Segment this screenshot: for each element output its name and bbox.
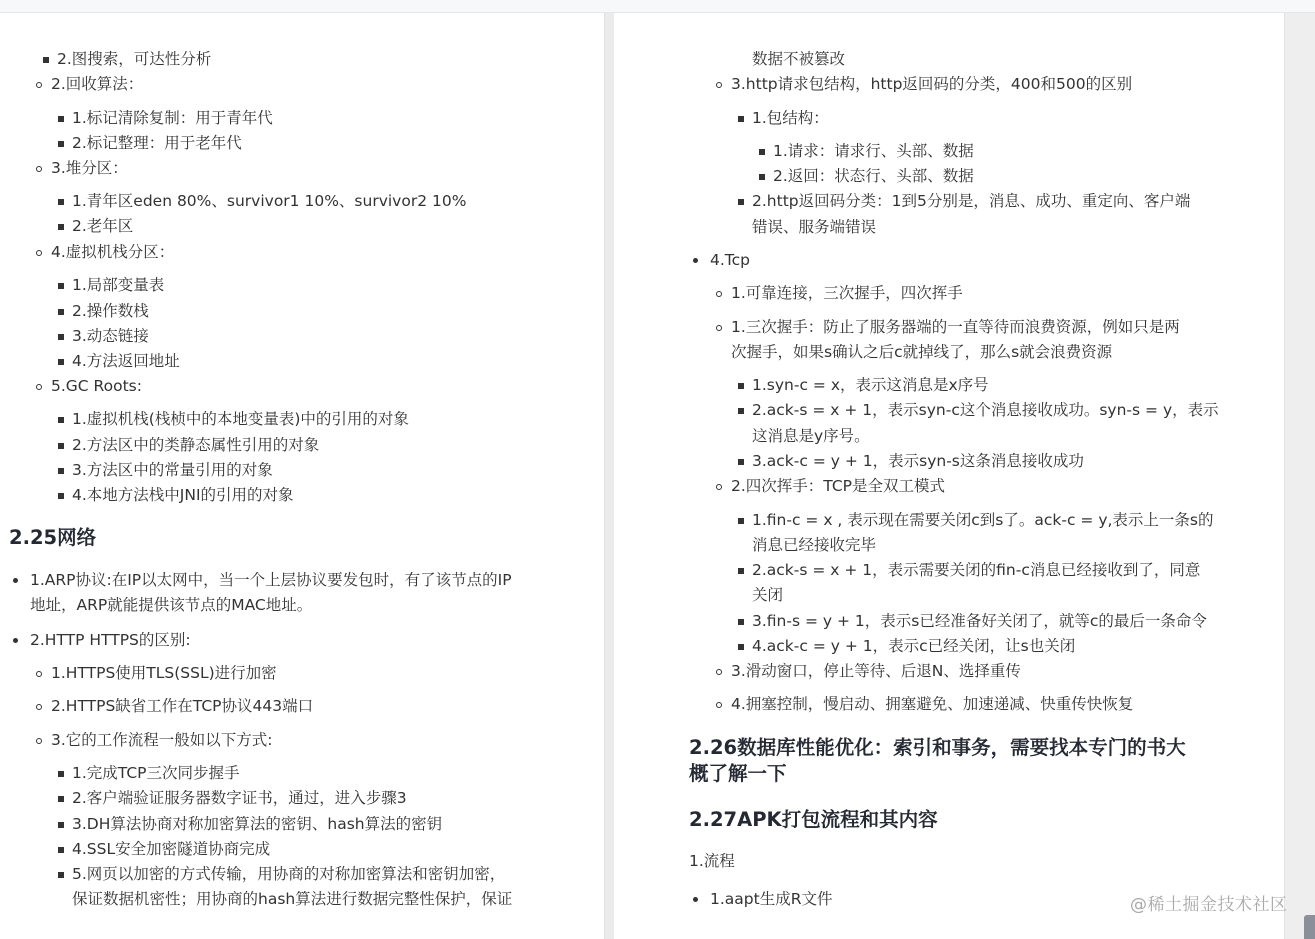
circle-bullet-icon [36,738,42,744]
list-item: 3.动态链接 [72,324,149,349]
list-item: 2.http返回码分类：1到5分别是，消息、成功、重定向、客户端 [752,189,1190,214]
list-item: 3.http请求包结构，http返回码的分类，400和500的区别 [731,72,1132,97]
list-item: 2.返回：状态行、头部、数据 [773,164,974,189]
list-item: 1.青年区eden 80%、survivor1 10%、survivor2 10% [72,189,466,214]
square-bullet-icon [58,334,64,340]
circle-bullet-icon [716,82,722,88]
list-item: 4.虚拟机栈分区： [51,240,174,265]
circle-bullet-icon [716,702,722,708]
list-item: 1.局部变量表 [72,273,164,298]
list-item: 4.SSL安全加密隧道协商完成 [72,837,270,862]
list-item-continuation: 数据不被篡改 [752,50,846,68]
square-bullet-icon [58,493,64,499]
square-bullet-icon [58,224,64,230]
left-pane [0,13,604,939]
circle-bullet-icon [36,82,42,88]
list-item: 2.HTTP HTTPS的区别: [30,628,191,653]
list-item: 1.fin-c = x , 表示现在需要关闭c到s了。ack-c = y,表示上一条s的 [752,508,1214,533]
list-item: 1.完成TCP三次同步握手 [72,761,240,786]
circle-bullet-icon [716,291,722,297]
list-item: 2.四次挥手：TCP是全双工模式 [731,474,945,499]
section-heading-2-27: 2.27APK打包流程和其内容 [689,808,938,831]
list-item: 5.网页以加密的方式传输，用协商的对称加密算法和密钥加密， [72,862,505,887]
list-item: 3.DH算法协商对称加密算法的密钥、hash算法的密钥 [72,812,442,837]
list-item: 2.回收算法： [51,72,143,97]
circle-bullet-icon [36,704,42,710]
square-bullet-icon [58,116,64,122]
list-item: 2.客户端验证服务器数字证书，通过，进入步骤3 [72,786,407,811]
list-item-continuation: 保证数据机密性；用协商的hash算法进行数据完整性保护，保证 [72,890,513,908]
list-item: 3.堆分区： [51,156,128,181]
floating-feedback-tab[interactable] [1304,915,1315,939]
disc-bullet-icon [13,638,18,643]
circle-bullet-icon [36,384,42,390]
right-pane [614,13,1284,939]
list-item: 3.滑动窗口，停止等待、后退N、选择重传 [731,659,1021,684]
square-bullet-icon [58,417,64,423]
watermark: @稀土掘金技术社区 [1130,895,1288,915]
square-bullet-icon [738,116,744,122]
square-bullet-icon [58,872,64,878]
list-item: 2.ack-s = x + 1，表示syn-c这个消息接收成功。syn-s = y，表示 [752,398,1219,423]
square-bullet-icon [738,619,744,625]
section-heading-2-25: 2.25网络 [9,526,97,549]
circle-bullet-icon [716,484,722,490]
list-item: 1.包结构： [752,106,829,131]
list-item: 1.ARP协议:在IP以太网中，当一个上层协议要发包时，有了该节点的IP [30,568,512,593]
right-margin [1284,13,1315,939]
square-bullet-icon [58,283,64,289]
square-bullet-icon [58,847,64,853]
list-item: 2.图搜索，可达性分析 [57,47,211,72]
list-item: 2.HTTPS缺省工作在TCP协议443端口 [51,694,313,719]
list-item: 1.三次握手：防止了服务器端的一直等待而浪费资源，例如只是两 [731,315,1180,340]
section-heading-2-26-cont: 概了解一下 [689,762,787,785]
list-item: 2.标记整理：用于老年代 [72,131,242,156]
square-bullet-icon [58,468,64,474]
list-item: 4.方法返回地址 [72,349,180,374]
list-item: 4.ack-c = y + 1，表示c已经关闭，让s也关闭 [752,634,1075,659]
square-bullet-icon [738,568,744,574]
square-bullet-icon [43,57,49,63]
list-item: 3.ack-c = y + 1，表示syn-s这条消息接收成功 [752,449,1084,474]
list-item: 1.请求：请求行、头部、数据 [773,139,974,164]
list-item-continuation: 次握手，如果s确认之后c就掉线了，那么s就会浪费资源 [731,343,1113,361]
list-item-continuation: 这消息是y序号。 [752,427,870,445]
square-bullet-icon [58,141,64,147]
square-bullet-icon [759,149,765,155]
list-item: 2.操作数栈 [72,299,149,324]
square-bullet-icon [738,518,744,524]
list-item-continuation: 错误、服务端错误 [752,218,877,236]
list-item: 2.ack-s = x + 1，表示需要关闭的fin-c消息已经接收到了，同意 [752,558,1200,583]
square-bullet-icon [738,199,744,205]
square-bullet-icon [738,408,744,414]
square-bullet-icon [58,822,64,828]
list-item: 1.可靠连接，三次握手，四次挥手 [731,281,963,306]
top-bar [0,0,1315,13]
square-bullet-icon [738,644,744,650]
disc-bullet-icon [13,578,18,583]
square-bullet-icon [58,771,64,777]
list-item: 3.fin-s = y + 1，表示s已经准备好关闭了，就等c的最后一条命令 [752,609,1207,634]
circle-bullet-icon [36,671,42,677]
paragraph-flow: 1.流程 [689,852,735,870]
list-item: 4.本地方法栈中JNI的引用的对象 [72,483,294,508]
circle-bullet-icon [36,250,42,256]
list-item: 1.syn-c = x，表示这消息是x序号 [752,373,989,398]
circle-bullet-icon [716,669,722,675]
list-item: 1.HTTPS使用TLS(SSL)进行加密 [51,661,277,686]
square-bullet-icon [58,199,64,205]
list-item: 5.GC Roots: [51,374,142,399]
disc-bullet-icon [693,258,698,263]
column-divider [604,13,614,939]
list-item: 1.虚拟机栈(栈桢中的本地变量表)中的引用的对象 [72,407,409,432]
list-item: 1.aapt生成R文件 [710,887,832,912]
square-bullet-icon [58,443,64,449]
disc-bullet-icon [693,897,698,902]
list-item-continuation: 消息已经接收完毕 [752,536,877,554]
list-item: 3.方法区中的常量引用的对象 [72,458,273,483]
list-item: 4.拥塞控制，慢启动、拥塞避免、加速递减、快重传快恢复 [731,692,1133,717]
circle-bullet-icon [716,325,722,331]
list-item: 1.标记清除复制：用于青年代 [72,106,273,131]
square-bullet-icon [738,459,744,465]
list-item: 3.它的工作流程一般如以下方式: [51,728,273,753]
list-item: 2.老年区 [72,214,133,239]
square-bullet-icon [738,383,744,389]
list-item: 4.Tcp [710,248,750,273]
list-item-continuation: 地址，ARP就能提供该节点的MAC地址。 [30,596,313,614]
section-heading-2-26: 2.26数据库性能优化：索引和事务，需要找本专门的书大 [689,736,1186,759]
square-bullet-icon [759,174,765,180]
list-item: 2.方法区中的类静态属性引用的对象 [72,433,319,458]
list-item-continuation: 关闭 [752,586,784,604]
square-bullet-icon [58,359,64,365]
square-bullet-icon [58,796,64,802]
circle-bullet-icon [36,166,42,172]
square-bullet-icon [58,309,64,315]
